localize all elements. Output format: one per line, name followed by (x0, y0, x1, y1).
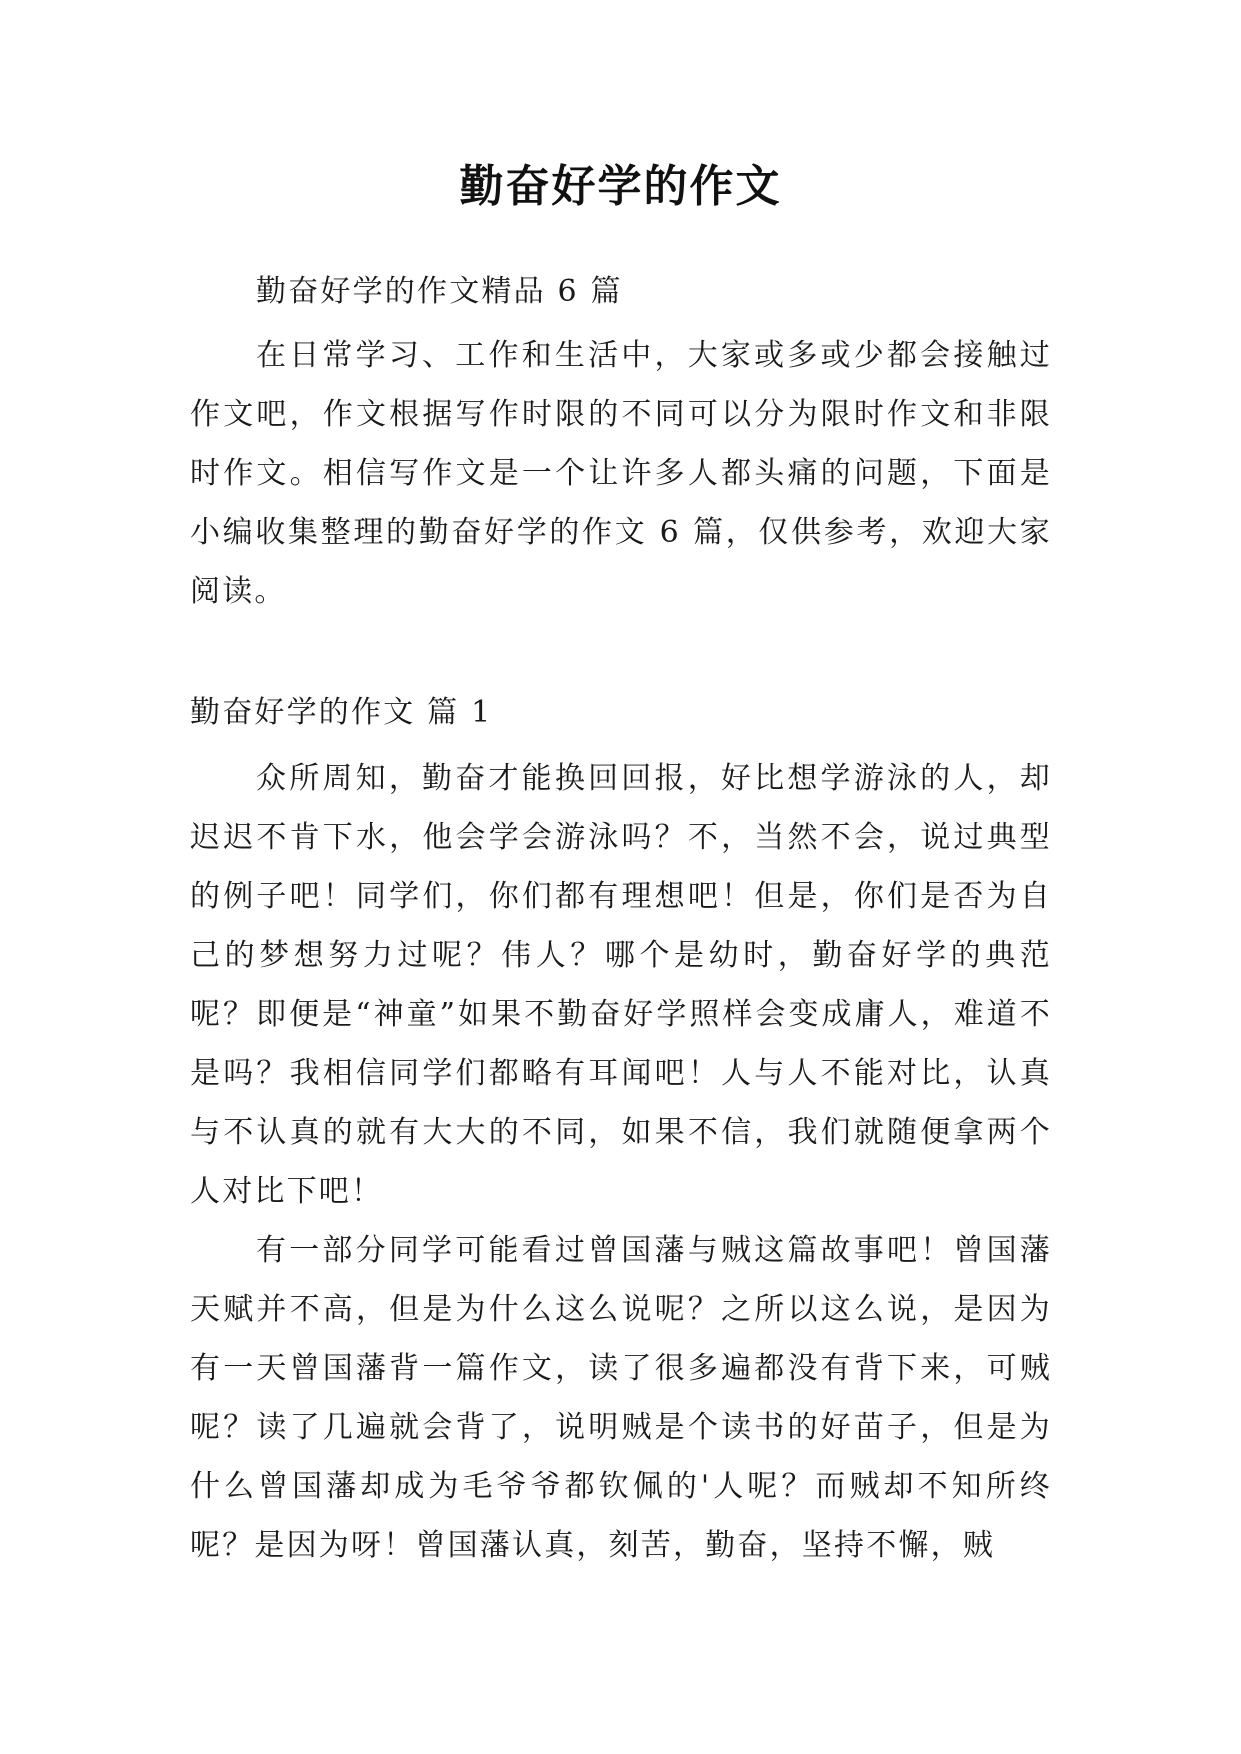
section-heading: 勤奋好学的作文 篇 1 (190, 695, 493, 730)
body-paragraph-2: 有一部分同学可能看过曾国藩与贼这篇故事吧！曾国藩天赋并不高，但是为什么这么说呢？之所以这么说，是因为有一天曾国藩背一篇作文，读了很多遍都没有背下来，可贼呢？读了几遍就会背了，说明贼是个读书的好苗子，但是为什么曾国藩却成为毛爷爷都钦佩的'人呢？而贼却不知所终呢？是因为呀！曾国藩认真，刻苦，勤奋，坚持不懈，贼 (190, 1233, 1052, 1563)
body-paragraph-1: 众所周知，勤奋才能换回回报，好比想学游泳的人，却迟迟不肯下水，他会学会游泳吗？不，当然不会，说过典型的例子吧！同学们，你们都有理想吧！但是，你们是否为自己的梦想努力过呢？伟人？哪个是幼时，勤奋好学的典范呢？即便是“神童”如果不勤奋好学照样会变成庸人，难道不是吗？我相信同学们都略有耳闻吧！人与人不能对比，认真与不认真的就有大大的不同，如果不信，我们就随便拿两个人对比下吧！ (190, 761, 1052, 1209)
document-subtitle: 勤奋好学的作文精品 6 篇 (256, 274, 623, 309)
document-body (190, 262, 1052, 1575)
intro-paragraph: 在日常学习、工作和生活中，大家或多或少都会接触过作文吧，作文根据写作时限的不同可以分为限时作文和非限时作文。相信写作文是一个让许多人都头痛的问题，下面是小编收集整理的勤奋好学的作文 6 篇，仅供参考，欢迎大家阅读。 (190, 338, 1052, 609)
document-title: 勤奋好学的作文 (459, 161, 782, 212)
